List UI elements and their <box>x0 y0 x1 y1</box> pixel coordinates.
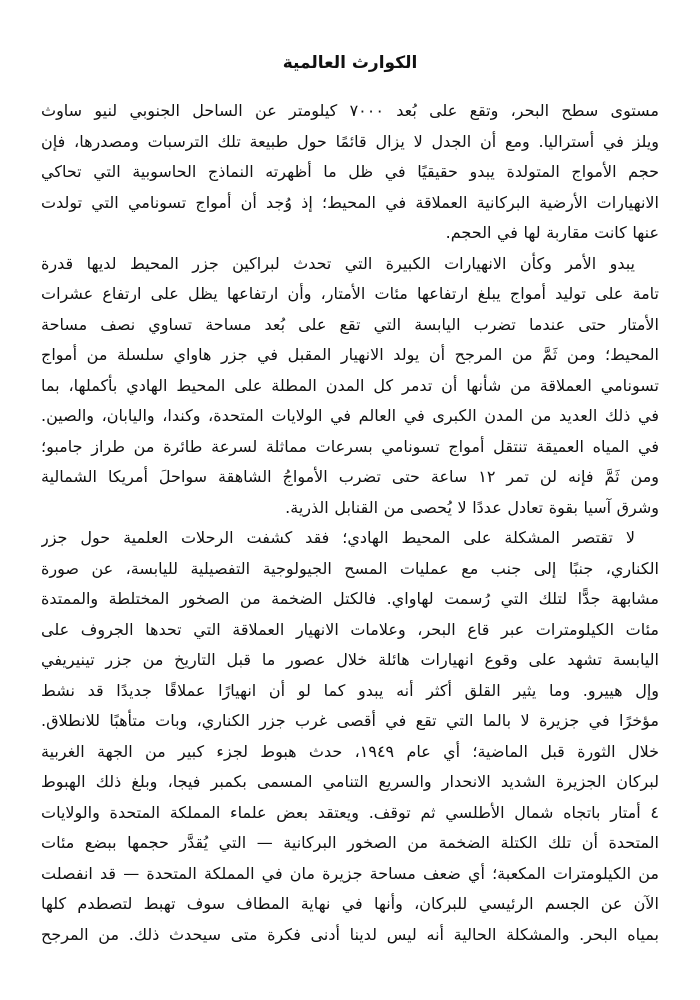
paragraph <box>41 523 659 950</box>
text-line: بمياه البحر. والمشكلة الحالية أنه ليس لدينا أدنى فكرة متى سيحدث ذلك. من المرجح <box>41 924 659 944</box>
paragraph <box>41 249 659 524</box>
text-line: في المياه العميقة تنتقل أمواج تسونامي بسرعات مماثلة لسرعة طائرة من طراز جامبو؛ <box>41 436 659 456</box>
text-line: تسونامي العملاقة من شأنها أن تدمر كل المدن المطلة على المحيط الهادي بأكملها، بما <box>41 375 659 395</box>
text-line: عنها كانت مقاربة لها في الحجم. <box>445 223 659 242</box>
text-line: الآن عن الجسم الرئيسي للبركان، وأنها في نهاية المطاف سوف تهبط لتصطدم كلها <box>41 894 659 913</box>
text-line: لبركان الجزيرة الشديد الانحدار والسريع التنامي المسمى بكمبر فيجا، وبلغ ذلك الهبوط <box>41 772 659 791</box>
text-line: المتحدة أن تلك الكتلة الضخمة من الصخور البركانية — التي يُقدَّر حجمها ببضع مئات <box>41 833 659 852</box>
text-line: يبدو الأمر وكأن الانهيارات الكبيرة التي تحدث لبراكين جزر المحيط لديها قدرة <box>41 253 635 273</box>
text-line: الانهيارات الأرضية البركانية العملاقة في المحيط؛ إذ وُجد أن أمواج تسونامي التي تولدت <box>41 192 659 212</box>
text-line: وشرق آسيا بقوة تعادل عددًا لا يُحصى من القنابل الذرية. <box>285 497 659 517</box>
text-line: اليابسة تشهد على وقوع انهيارات هائلة خلال عصور ما قبل التاريخ من جزر تينيريفي <box>41 650 659 669</box>
text-line: ومن ثَمَّ فإنه لن تمر ١٢ ساعة حتى تضرب الأمواجُ الشاهقة سواحلَ أمريكا الشمالية <box>41 467 659 486</box>
paragraph <box>41 96 659 249</box>
text-line: الأمتار حتى عندما تضرب اليابسة التي تقع على بُعد مساحة تساوي نصف مساحة <box>41 314 659 334</box>
text-line: مئات الكيلومترات عبر قاع البحر، وعلامات الانهيار العملاقة التي تحدها الجروف على <box>41 619 659 639</box>
text-line: لا تقتصر المشكلة على المحيط الهادي؛ فقد كشفت الرحلات العلمية حول جزر <box>41 528 635 547</box>
body-text <box>41 96 659 950</box>
text-line: من الكيلومترات المكعبة؛ أي ضعف مساحة جزيرة مان في المملكة المتحدة — قد انفصلت <box>41 863 659 883</box>
text-line: في ذلك العديد من المدن الكبرى في العالم في الولايات المتحدة، وكندا، واليابان، والصين. <box>41 406 659 425</box>
text-line: حجم الأمواج المتولدة يبدو حقيقيًا في ظل ما أظهرته النماذج الحاسوبية التي تحاكي <box>41 162 659 181</box>
text-line: ٤ أمتار باتجاه شمال الأطلسي ثم توقف. ويعتقد بعض علماء المملكة المتحدة والولايات <box>41 802 659 822</box>
text-line: مشابهة جدًّا لتلك التي رُسمت لهاواي. فالكتل الضخمة من الصخور المختلطة والممتدة <box>41 589 659 608</box>
text-line: وإل هييرو. وما يثير القلق أكثر أنه يبدو كما لو أن انهيارًا عملاقًا جديدًا قد نشط <box>41 680 659 700</box>
text-line: تامة على توليد أمواج يبلغ ارتفاعها مئات الأمتار، وأن ارتفاعها يظل على ارتفاع عشرات <box>41 284 659 303</box>
text-line: المحيط؛ ومن ثَمَّ من المرجح أن يولد الانهيار المقبل في جزر هاواي سلسلة من أمواج <box>41 345 659 364</box>
text-line: مؤخرًا في جزيرة لا بالما التي تقع في أقصى غرب جزر الكناري، وبات متأهبًا للانطلاق. <box>41 711 659 730</box>
text-line: الكناري، جنبًا إلى جنب مع عمليات المسح الجيولوجية التفصيلية لليابسة، عن صورة <box>41 558 659 578</box>
text-line: مستوى سطح البحر، وتقع على بُعد ٧٠٠٠ كيلومتر عن الساحل الجنوبي لنيو ساوث <box>41 101 659 120</box>
page-title: الكوارث العالمية <box>282 53 418 73</box>
text-line: ويلز في أستراليا. ومع أن الجدل لا يزال قائمًا حول طبيعة تلك الترسبات ومصدرها، فإن <box>41 131 659 151</box>
text-line: خلال الثورة قبل الماضية؛ أي عام ١٩٤٩، حدث هبوط لجزء كبير من الجهة الغربية <box>41 741 659 761</box>
